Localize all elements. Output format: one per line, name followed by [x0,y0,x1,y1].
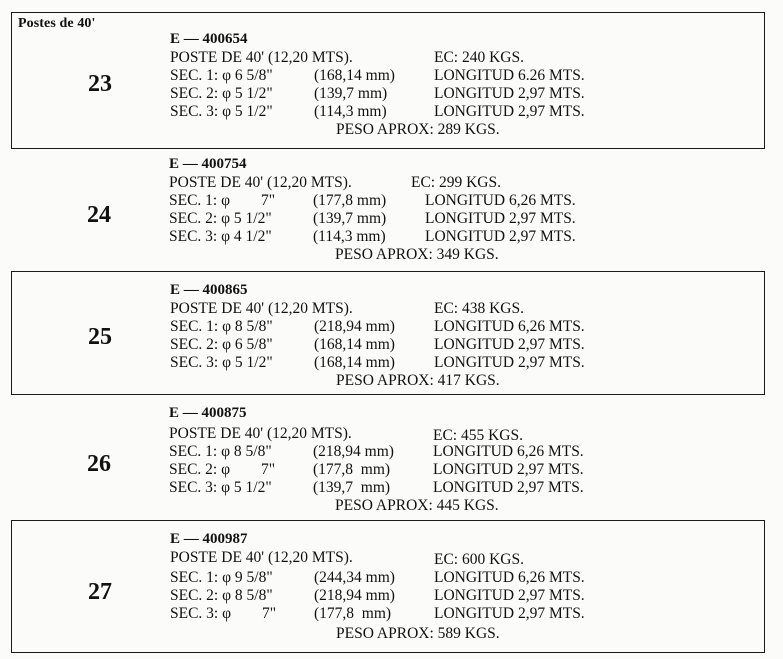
section-1: SEC. 1: φ 9 5/8" [170,569,273,586]
section-2-mm: (139,7 mm) [313,210,387,227]
section-3-mm: (114,3 mm) [314,103,387,120]
section-2-mm: (177,8 mm) [313,461,391,478]
section-2: SEC. 2: φ 8 5/8" [170,587,273,604]
section-3: SEC. 3: φ 5 1/2" [170,354,273,371]
section-3: SEC. 3: φ 4 1/2" [169,228,272,245]
section-3: SEC. 3: φ 5 1/2" [170,103,273,120]
pole-description: POSTE DE 40' (12,20 MTS). [170,549,353,566]
section-1-length: LONGITUD 6,26 MTS. [434,569,585,586]
pole-description: POSTE DE 40' (12,20 MTS). [170,49,353,66]
section-2-length: LONGITUD 2,97 MTS. [434,336,585,353]
pole-entry-25 [11,271,765,395]
pole-description: POSTE DE 40' (12,20 MTS). [169,425,352,442]
entry-number: 24 [87,202,111,228]
ec-value: EC: 240 KGS. [434,49,524,66]
section-1-mm: (168,14 mm) [314,67,395,84]
pole-description: POSTE DE 40' (12,20 MTS). [170,300,353,317]
entry-code: E — 400865 [170,282,248,298]
pole-entry-23 [11,12,765,149]
section-1: SEC. 1: φ 8 5/8" [169,443,272,460]
section-3-mm: (114,3 mm) [313,228,386,245]
section-3-length: LONGITUD 2,97 MTS. [434,605,585,622]
entry-number: 25 [88,324,112,350]
section-1-mm: (218,94 mm) [313,443,394,460]
section-2-length: LONGITUD 2,97 MTS. [433,461,584,478]
section-3-mm: (168,14 mm) [314,354,395,371]
section-2-mm: (139,7 mm) [314,85,388,102]
weight: PESO APROX: 349 KGS. [335,246,499,263]
pole-description: POSTE DE 40' (12,20 MTS). [169,174,352,191]
section-3: SEC. 3: φ 5 1/2" [169,479,272,496]
section-2-mm: (218,94 mm) [314,587,395,604]
weight: PESO APROX: 417 KGS. [336,372,500,389]
section-3-length: LONGITUD 2,97 MTS. [425,228,576,245]
entry-code: E — 400987 [170,531,248,547]
section-1: SEC. 1: φ 6 5/8" [170,67,273,84]
section-2-length: LONGITUD 2,97 MTS. [434,85,585,102]
section-1-mm: (244,34 mm) [314,569,395,586]
header-label: Postes de 40' [18,16,96,31]
section-2: SEC. 2: φ 6 5/8" [170,336,273,353]
weight: PESO APROX: 289 KGS. [336,121,500,138]
ec-value: EC: 299 KGS. [411,174,501,191]
section-2-length: LONGITUD 2,97 MTS. [425,210,576,227]
weight: PESO APROX: 589 KGS. [336,625,500,642]
ec-value: EC: 455 KGS. [433,427,523,444]
ec-value: EC: 438 KGS. [434,300,524,317]
entry-number: 23 [88,71,112,97]
section-3-mm: (177,8 mm) [314,605,392,622]
section-1-length: LONGITUD 6,26 MTS. [425,192,576,209]
section-3: SEC. 3: φ 7" [170,605,277,622]
pole-entry-26 [11,397,765,517]
section-2: SEC. 2: φ 5 1/2" [170,85,273,102]
section-1-mm: (218,94 mm) [314,318,395,335]
entry-code: E — 400754 [169,156,247,172]
ec-value: EC: 600 KGS. [434,551,524,568]
section-3-length: LONGITUD 2,97 MTS. [434,354,585,371]
entry-code: E — 400875 [169,405,247,421]
section-1-mm: (177,8 mm) [313,192,387,209]
entry-number: 26 [87,451,111,477]
section-3-mm: (139,7 mm) [313,479,391,496]
section-3-length: LONGITUD 2,97 MTS. [434,103,585,120]
section-1-length: LONGITUD 6.26 MTS. [434,67,585,84]
entry-number: 27 [88,579,112,605]
section-3-length: LONGITUD 2,97 MTS. [433,479,584,496]
section-1: SEC. 1: φ 8 5/8" [170,318,273,335]
pole-entry-27 [11,520,765,653]
section-2-mm: (168,14 mm) [314,336,395,353]
section-2: SEC. 2: φ 7" [169,461,276,478]
section-1-length: LONGITUD 6,26 MTS. [433,443,584,460]
section-2-length: LONGITUD 2,97 MTS. [434,587,585,604]
section-1-length: LONGITUD 6,26 MTS. [434,318,585,335]
weight: PESO APROX: 445 KGS. [335,497,499,514]
section-2: SEC. 2: φ 5 1/2" [169,210,272,227]
pole-entry-24 [11,150,765,268]
section-1: SEC. 1: φ 7" [169,192,276,209]
entry-code: E — 400654 [170,31,248,47]
